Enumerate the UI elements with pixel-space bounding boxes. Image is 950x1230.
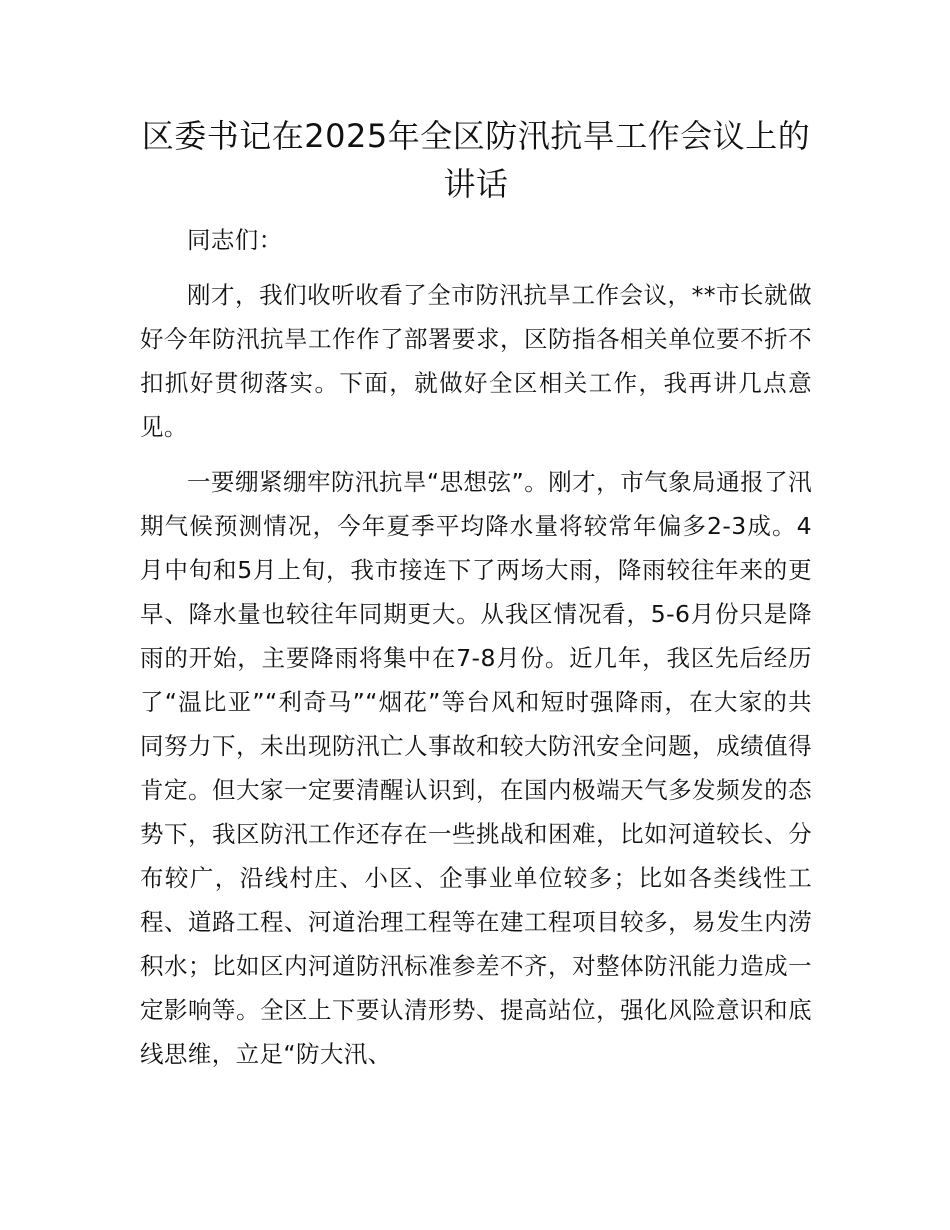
paragraph-1: 刚才，我们收听收看了全市防汛抗旱工作会议，**市长就做好今年防汛抗旱工作作了部署要求，区防指各相关单位要不折不扣抓好贯彻落实。下面，就做好全区相关工作，我再讲几点意见。 [140,281,812,441]
document-page [140,0,812,1076]
salutation: 同志们： [187,226,283,254]
paragraph-2: 一要绷紧绷牢防汛抗旱“思想弦”。刚才，市气象局通报了汛期气候预测情况，今年夏季平均降水量将较常年偏多2-3成。4月中旬和5月上旬，我市接连下了两场大雨，降雨较往年来的更早、降水量也较往年同期更大。从我区情况看，5-6月份只是降雨的开始，主要降雨将集中在7-8月份。近几年，我区先后经历了“温比亚”“利奇马”“烟花”等台风和短时强降雨，在大家的共同努力下，未出现防汛亡人事故和较大防汛安全问题，成绩值得肯定。但大家一定要清醒认识到，在国内极端天气多发频发的态势下，我区防汛工作还存在一些挑战和困难，比如河道较长、分布较广，沿线村庄、小区、企事业单位较多；比如各类线性工程、道路工程、河道治理工程等在建工程项目较多，易发生内涝积水；比如区内河道防汛标准参差不齐，对整体防汛能力造成一定影响等。全区上下要认清形势、提高站位，强化风险意识和底线思维，立足“防大汛、 [140,468,812,1068]
document-title: 区委书记在2025年全区防汛抗旱工作会议上的讲话 [141,117,811,203]
